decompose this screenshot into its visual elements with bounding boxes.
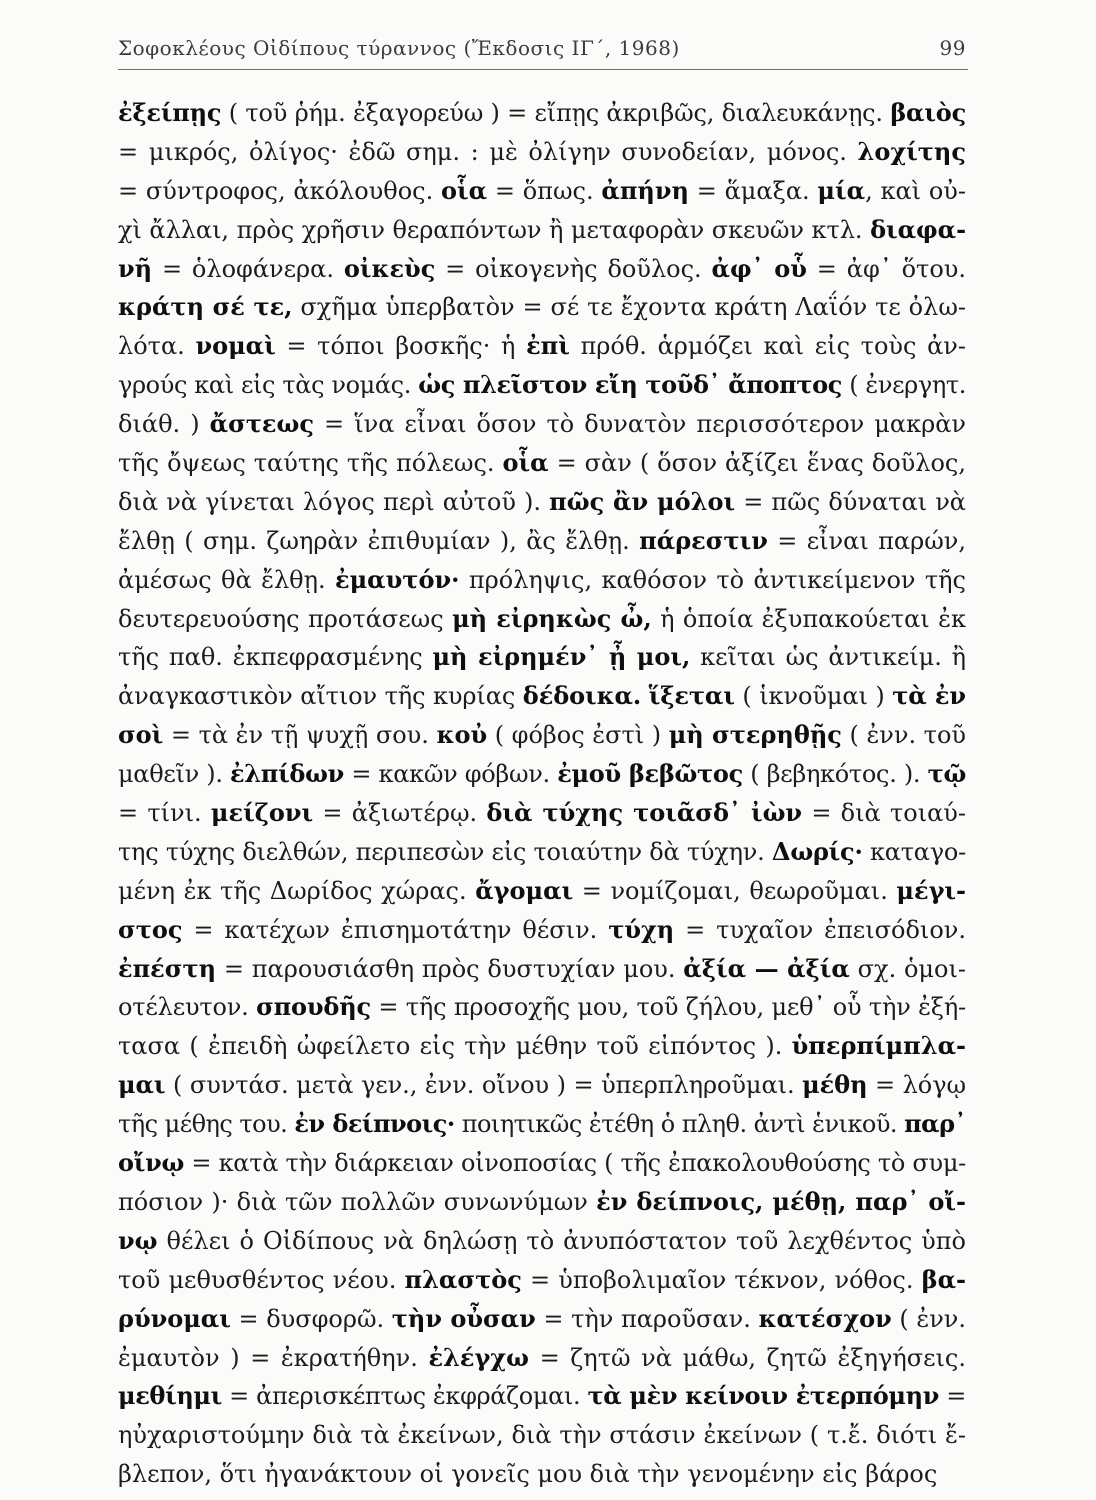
gloss-text: ηὐχαριστούμην διὰ τὰ ἐκείνων, διὰ τὴν στάσιν ἐκείνων ( τ.ἔ. διότι ἔ- <box>118 1421 966 1450</box>
gloss-text: = τυχαῖον ἐπεισόδιον. <box>674 915 967 944</box>
text-line <box>118 677 984 716</box>
header-rule <box>118 69 968 70</box>
headword: πῶς ἂν μόλοι <box>549 486 736 516</box>
gloss-text: χὶ ἄλλαι, πρὸς χρῆσιν θεραπόντων ἢ μεταφορὰν σκευῶν κτλ. <box>118 215 871 244</box>
gloss-text: ( τοῦ ῥήμ. ἐξαγορεύω ) = εἴπῃς ἀκριβῶς, διαλευκάνῃς. <box>221 99 891 127</box>
text-line <box>118 94 984 133</box>
headword: ἄστεως <box>209 409 314 439</box>
headword: τὰ ἐν <box>892 681 966 711</box>
text-line <box>118 1183 984 1222</box>
gloss-text: γρούς καὶ εἰς τὰς νομάς. <box>118 371 419 400</box>
headword: νῆ <box>118 253 153 283</box>
headword: ἐπὶ <box>526 331 570 361</box>
gloss-text: τῆς μέθης του. <box>118 1110 295 1139</box>
headword: ἐπέστη <box>118 953 217 983</box>
headword: μὴ εἰρημέν᾽ ᾖ μοι, <box>432 642 691 672</box>
headword: σπουδῆς <box>256 992 371 1022</box>
text-line <box>118 1455 984 1494</box>
gloss-text <box>641 682 649 710</box>
headword: τὰ μὲν κείνοιν ἐτερπόμην <box>587 1381 939 1411</box>
gloss-text: = τὰ ἐν τῇ ψυχῇ σου. <box>163 721 437 750</box>
headword: νῳ <box>118 1225 158 1255</box>
gloss-text: σχῆμα ὑπερβατὸν = σέ τε ἔχοντα κράτη Λαΐόν τε ὀλω- <box>292 293 967 322</box>
headword: μεθίημι <box>118 1381 222 1411</box>
headword: τὴν οὖσαν <box>391 1303 536 1333</box>
headword: στος <box>118 914 183 944</box>
headword: πλαστὸς <box>404 1264 522 1294</box>
headword: παρ᾽ <box>904 1109 967 1139</box>
headword: ἵξεται <box>648 681 735 711</box>
gloss-text: ( ἐνεργητ. <box>841 371 966 400</box>
gloss-text: μένη ἐκ τῆς Δωρίδος χώρας. <box>118 876 476 905</box>
gloss-text: τοῦ μεθυσθέντος νέου. <box>118 1265 405 1294</box>
gloss-text: ἀναγκαστικὸν αἴτιον τῆς κυρίας <box>118 682 523 711</box>
text-line <box>118 405 984 444</box>
text-line <box>118 250 984 289</box>
gloss-text: ἀμέσως θὰ ἔλθῃ. <box>118 565 336 594</box>
headword: ἐλπίδων <box>229 759 345 789</box>
text-line <box>118 444 984 483</box>
gloss-text: σχ. ὁμοι- <box>849 954 966 983</box>
text-line <box>118 872 984 911</box>
headword: τῷ <box>927 759 967 789</box>
gloss-text: = ἀφ᾽ ὅτου. <box>806 254 967 283</box>
gloss-text: λότα. <box>118 332 196 361</box>
gloss-text: πρόθ. ἁρμόζει καὶ εἰς τοὺς ἀν- <box>569 332 966 361</box>
headword: νομαὶ <box>195 331 276 361</box>
headword: κατέσχον <box>758 1303 892 1333</box>
text-line <box>118 1027 984 1066</box>
page-number: 99 <box>939 36 966 60</box>
headword: ὑπερπίμπλα- <box>791 1031 966 1061</box>
text-line <box>118 911 984 950</box>
text-line <box>118 1066 984 1105</box>
gloss-text: = ἅμαξα. <box>688 176 818 205</box>
headword: βαιὸς <box>890 98 967 127</box>
gloss-text: διὰ νὰ γίνεται λόγος περὶ αὐτοῦ ). <box>118 487 550 516</box>
headword: ἀπήνη <box>601 175 689 205</box>
headword: δέδοικα. <box>522 681 642 711</box>
headword: ἀφ᾽ οὗ <box>711 253 807 283</box>
headword: ἄγομαι <box>475 875 574 905</box>
gloss-text: ( ἐνν. τοῦ <box>841 721 966 750</box>
gloss-text: = ὁλοφάνερα. <box>152 254 344 283</box>
headword: ἐν δείπνοις· <box>294 1109 455 1139</box>
headword: ἐξείπῃς <box>118 98 222 127</box>
text-line <box>118 366 984 405</box>
headword: Δωρίς· <box>771 836 863 866</box>
gloss-text: = ὑποβολιμαῖον τέκνον, νόθος. <box>521 1265 922 1294</box>
headword: οἰκεὺς <box>343 253 436 283</box>
gloss-text: διάθ. ) <box>118 410 210 439</box>
gloss-text: μαθεῖν ). <box>118 760 230 789</box>
text-line <box>118 211 984 250</box>
headword: τύχη <box>608 914 675 944</box>
gloss-text: ( συντάσ. μετὰ γεν., ἐνν. οἴνου ) = ὑπερπληροῦμαι. <box>165 1071 803 1100</box>
gloss-text: = διὰ τοιαύ- <box>802 799 967 828</box>
gloss-text: = σύντροφος, ἀκόλουθος. <box>118 176 441 205</box>
gloss-text: = κακῶν φόβων. <box>344 760 558 789</box>
gloss-text: οτέλευτον. <box>118 993 257 1022</box>
headword: μέθη <box>802 1070 868 1100</box>
headword: ἀξία — ἀξία <box>683 953 850 983</box>
gloss-text: = εἶναι παρών, <box>767 526 966 555</box>
gloss-text: τῆς ὄψεως ταύτης τῆς πόλεως. <box>118 449 503 478</box>
gloss-text: θέλει ὁ Οἰδίπους νὰ δηλώσῃ τὸ ἀνυπόστατον τοῦ λεχθέντος ὑπὸ <box>157 1226 966 1255</box>
gloss-text: = οἰκογενὴς δοῦλος. <box>435 254 712 283</box>
gloss-text: πρόληψις, καθόσον τὸ ἀντικείμενον τῆς <box>459 565 966 594</box>
gloss-text: = <box>938 1382 966 1411</box>
text-line <box>118 794 984 833</box>
text-line <box>118 1339 984 1378</box>
text-line <box>118 1222 984 1261</box>
gloss-text: της τύχης διελθών, περιπεσὼν εἰς τοιαύτην δὰ τύχην. <box>118 837 772 866</box>
gloss-text: = τίνι. <box>118 799 211 828</box>
gloss-text: ἡ ὁποία ἐξυπακούεται ἐκ <box>651 604 966 633</box>
gloss-text: βλεπον, ὅτι ἠγανάκτουν οἱ γονεῖς μου διὰ τὴν γενομένην εἰς βάρος <box>118 1460 938 1489</box>
headword: πάρεστιν <box>639 525 768 555</box>
text-line <box>118 600 984 639</box>
headword: ἐμαυτόν· <box>335 564 460 594</box>
gloss-text: ( ἱκνοῦμαι ) <box>734 682 893 711</box>
gloss-text: δευτερευούσης προτάσεως <box>118 604 453 633</box>
text-line <box>118 833 984 872</box>
gloss-text: καταγο- <box>862 837 966 866</box>
running-title: Σοφοκλέους Οἰδίπους τύραννος (Ἔκδοσις ΙΓ΄, 1968) <box>118 36 680 60</box>
gloss-text: = πῶς δύναται νὰ <box>735 487 966 516</box>
headword: οἷα <box>502 448 549 478</box>
gloss-text: = ὅπως. <box>487 176 602 205</box>
text-line <box>118 288 984 327</box>
gloss-text: = ἀπερισκέπτως ἐκφράζομαι. <box>221 1382 588 1411</box>
headword: διαφα- <box>870 214 967 244</box>
text-line <box>118 133 984 172</box>
text-line <box>118 1144 984 1183</box>
gloss-text: ποιητικῶς ἐτέθη ὁ πληθ. ἀντὶ ἑνικοῦ. <box>454 1110 905 1139</box>
text-line <box>118 638 984 677</box>
gloss-text: = ἵνα εἶναι ὅσον τὸ δυνατὸν περισσότερον μακρὰν <box>313 410 966 439</box>
gloss-text: = ἀξιωτέρῳ. <box>313 799 487 828</box>
gloss-text: = τὴν παροῦσαν. <box>535 1304 759 1333</box>
headword: λοχίτης <box>857 136 966 166</box>
gloss-text: κεῖται ὡς ἀντικείμ. ἢ <box>690 643 967 672</box>
text-line <box>118 1261 984 1300</box>
text-line <box>118 172 984 211</box>
gloss-text: = παρουσιάσθη πρὸς δυστυχίαν μου. <box>216 954 684 983</box>
gloss-text: = ζητῶ νὰ μάθω, ζητῶ ἐξηγήσεις. <box>528 1343 966 1372</box>
headword: ἐμοῦ βεβῶτος <box>557 759 743 789</box>
glossary-text <box>118 94 984 1494</box>
headword: κοὐ <box>436 720 488 750</box>
gloss-text: = δυσφορῶ. <box>230 1304 392 1333</box>
headword: μείζονι <box>210 798 314 828</box>
running-header <box>118 30 966 66</box>
headword: οἴνῳ <box>118 1148 185 1178</box>
headword: μαι <box>118 1070 166 1100</box>
text-line <box>118 950 984 989</box>
text-line <box>118 327 984 366</box>
text-line <box>118 755 984 794</box>
text-line <box>118 483 984 522</box>
headword: οἷα <box>441 175 488 205</box>
text-line <box>118 716 984 755</box>
headword: ὡς πλεῖστον εἴη τοῦδ᾽ ἄποπτος <box>418 370 842 400</box>
gloss-text: , καὶ οὐ- <box>865 176 967 205</box>
headword: μέγι- <box>896 875 966 905</box>
gloss-text: ( ἐνν. <box>891 1304 967 1333</box>
headword: ἐλέγχω <box>428 1342 529 1372</box>
gloss-text: = σὰν ( ὅσον ἀξίζει ἕνας δοῦλος, <box>548 449 967 478</box>
gloss-text: ἐμαυτὸν ) = ἐκρατήθην. <box>118 1343 429 1372</box>
text-line <box>118 988 984 1027</box>
gloss-text: = νομίζομαι, θεωροῦμαι. <box>573 876 897 905</box>
text-line <box>118 1300 984 1339</box>
gloss-text: = τῆς προσοχῆς μου, τοῦ ζήλου, μεθ᾽ οὗ τὴν ἐξή- <box>370 993 966 1022</box>
headword: διὰ τύχης τοιᾶσδ᾽ ἰὼν <box>486 798 803 828</box>
headword: κράτη σέ τε, <box>118 292 293 322</box>
gloss-text: ( φόβος ἐστὶ ) <box>487 721 669 750</box>
gloss-text: = τόποι βοσκῆς· ἡ <box>275 332 527 361</box>
headword: σοὶ <box>118 720 164 750</box>
text-line <box>118 522 984 561</box>
text-line <box>118 1105 984 1144</box>
headword: ρύνομαι <box>118 1303 231 1333</box>
gloss-text: ( βεβηκότος. ). <box>742 760 928 789</box>
gloss-text: = κατὰ τὴν διάρκειαν οἰνοποσίας ( τῆς ἐπακολουθούσης τὸ συμ- <box>184 1149 967 1178</box>
gloss-text: = λόγῳ <box>867 1071 966 1100</box>
headword: βα- <box>921 1264 966 1294</box>
gloss-text: τασα ( ἐπειδὴ ὠφείλετο εἰς τὴν μέθην τοῦ εἰπόντος ). <box>118 1032 792 1061</box>
text-line <box>118 561 984 600</box>
headword: μία <box>817 175 866 205</box>
text-line <box>118 1377 984 1416</box>
headword: ἐν δείπνοις, μέθῃ, παρ᾽ οἴ- <box>596 1186 966 1216</box>
gloss-text: = μικρός, ὀλίγος· ἐδῶ σημ. : μὲ ὀλίγην συνοδείαν, μόνος. <box>118 137 858 166</box>
gloss-text: τῆς παθ. ἐκπεφρασμένης <box>118 643 433 672</box>
gloss-text: ἔλθῃ ( σημ. ζωηρὰν ἐπιθυμίαν ), ἂς ἔλθῃ. <box>118 526 640 555</box>
headword: μὴ στερηθῇς <box>668 720 842 750</box>
gloss-text: = κατέχων ἐπισημοτάτην θέσιν. <box>182 915 609 944</box>
text-line <box>118 1416 984 1455</box>
gloss-text: πόσιον )· διὰ τῶν πολλῶν συνωνύμων <box>118 1187 597 1216</box>
headword: μὴ εἰρηκὼς ὦ, <box>452 603 652 633</box>
